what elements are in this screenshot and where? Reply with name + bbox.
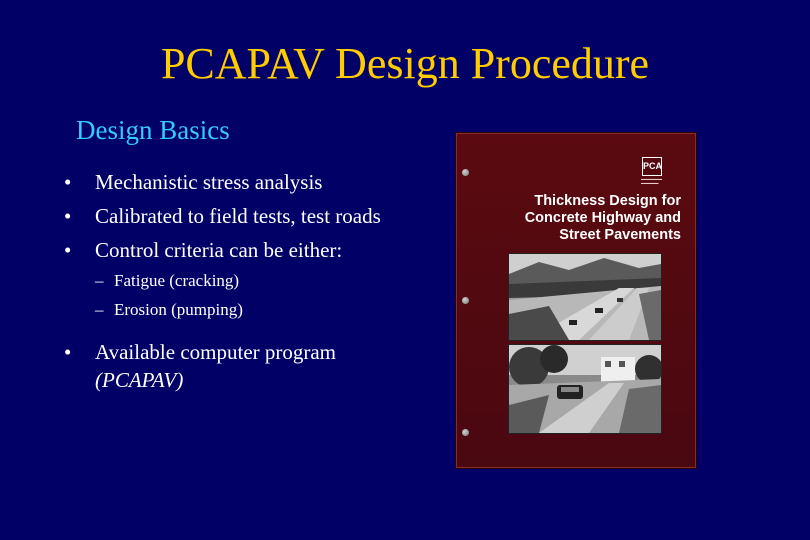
bullet-item	[62, 202, 392, 230]
sub-bullet-dash: –	[95, 271, 104, 290]
sub-bullet-item	[62, 270, 392, 292]
sub-bullet-dash: –	[95, 300, 104, 319]
logo-caption: ▬▬▬▬▬▬ ▬▬▬▬▬	[641, 177, 662, 185]
bullet-list	[62, 168, 392, 400]
bullet-item	[62, 236, 392, 264]
sub-bullet-text: Fatigue (cracking)	[114, 271, 240, 290]
street-photo	[508, 344, 662, 434]
pca-logo: PCA	[642, 157, 662, 176]
highway-photo	[508, 253, 662, 341]
slide-title: PCAPAV Design Procedure	[160, 39, 650, 88]
bullet-text: Mechanistic stress analysis	[95, 170, 323, 194]
bullet-item	[62, 168, 392, 196]
sub-bullet-text: Erosion (pumping)	[114, 300, 243, 319]
slide-subtitle: Design Basics	[76, 115, 230, 145]
bullet-dot: •	[64, 238, 72, 262]
program-name: (PCAPAV)	[95, 368, 184, 392]
bullet-dot: •	[64, 340, 72, 364]
cover-title-line: Street Pavements	[559, 227, 681, 243]
bullet-text: Calibrated to field tests, test roads	[95, 204, 381, 228]
bullet-dot: •	[64, 204, 72, 228]
sub-bullet-item	[62, 299, 392, 321]
binder-hole	[462, 169, 469, 176]
book-cover-image	[455, 132, 697, 469]
bullet-dot: •	[64, 170, 72, 194]
binder-hole	[462, 429, 469, 436]
cover-title	[476, 193, 681, 244]
binder-hole	[462, 297, 469, 304]
bullet-item	[62, 338, 392, 394]
bullet-text: Control criteria can be either:	[95, 238, 343, 262]
spacer	[62, 328, 392, 338]
cover-title-line: Thickness Design for	[534, 193, 681, 209]
bullet-text: Available computer program (PCAPAV)	[95, 340, 337, 392]
cover-title-line: Concrete Highway and	[524, 210, 681, 226]
